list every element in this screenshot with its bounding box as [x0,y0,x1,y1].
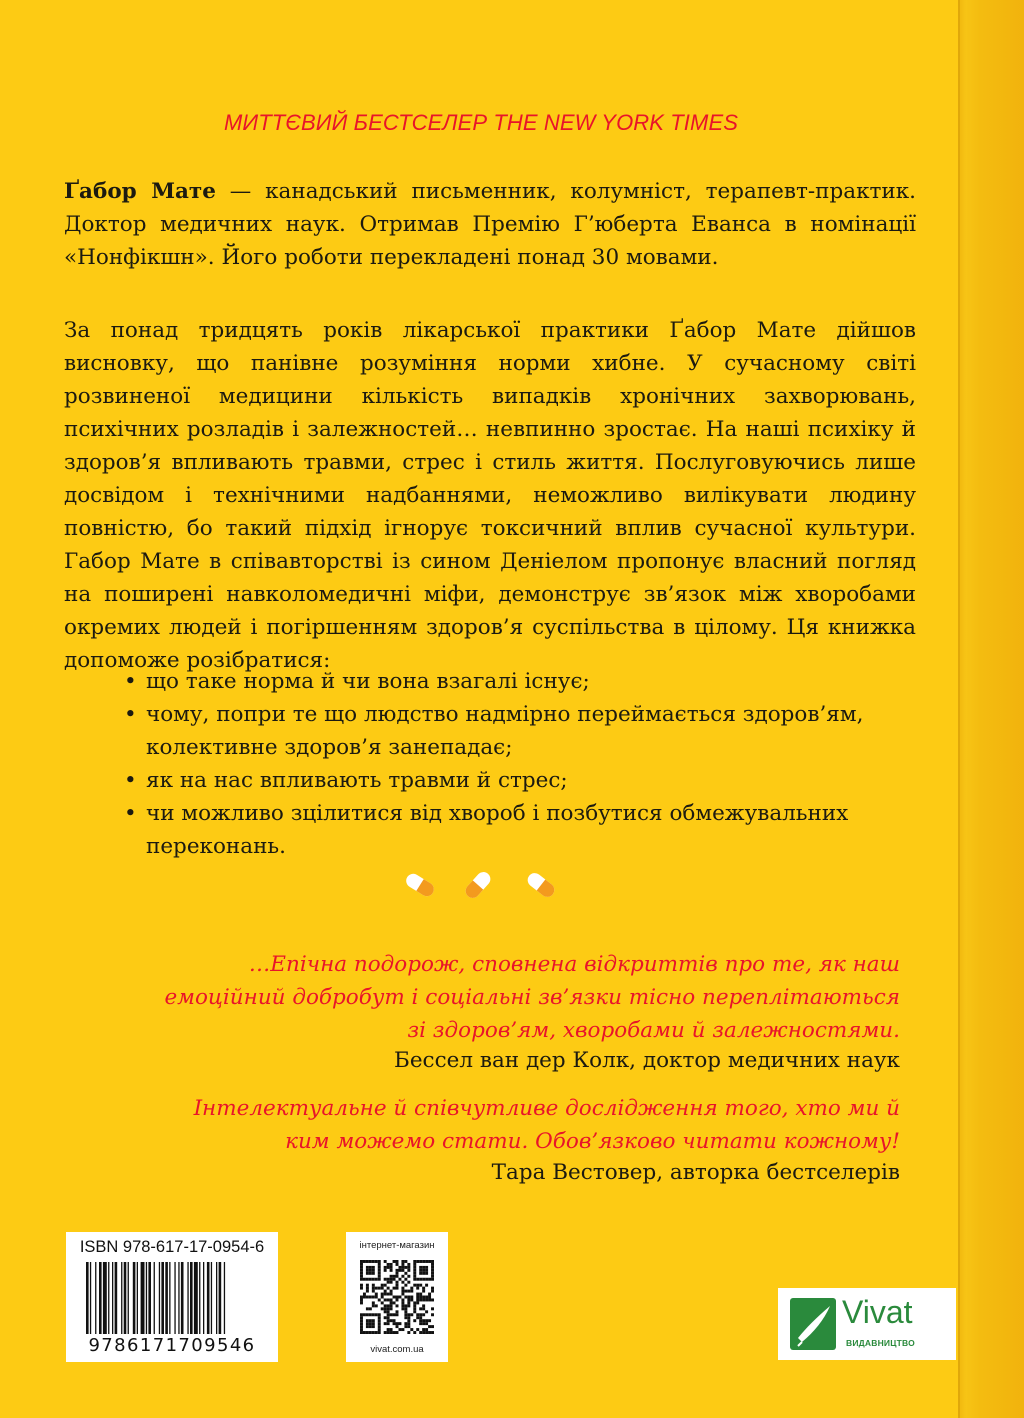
pill-icon [525,870,557,900]
review-quote-1: …Епічна подорож, сповнена відкриттів про те, як наш емоційний добробут і соціальні зв’язки тісно переплітаються зі здоров’ям, хворобами й залежностями. [164,952,900,1043]
review-quote-2: Інтелектуальне й співчутливе дослідження того, хто ми й ким можемо стати. Обов’язково читати кожному! [193,1096,900,1154]
publisher-subtitle: ВИДАВНИЦТВО [846,1338,915,1348]
pills-divider-icon [396,860,576,910]
isbn-label: ISBN 978-617-17-0954-6 [79,1238,265,1256]
pill-icon [463,869,493,901]
barcode-icon [86,1262,258,1334]
qr-bottom-label: vivat.com.ua [370,1344,424,1355]
publisher-name: Vivat [842,1294,913,1330]
author-bio [64,175,916,274]
vivat-logo-icon [790,1298,836,1350]
review-author-1: Бессел ван дер Колк, доктор медичних наук [394,1048,900,1073]
publisher-logo [778,1288,956,1360]
author-name: Ґабор Мате [64,179,216,204]
review-author-2: Тара Вестовер, авторка бестселерів [491,1160,900,1185]
author-bio-text: — канадський письменник, колумніст, терапевт-практик. Доктор медичних наук. Отримав Премію Г’юберта Еванса в номінації «Нонфікшн». Його роботи перекладені понад 30 мовами. [64,179,916,270]
list-item: • чому, попри те що людство надмірно переймається здоров’ям, колективне здоров’я занепадає; [124,702,864,760]
list-item: • як на нас впливають травми й стрес; [124,768,568,793]
book-description: За понад тридцять років лікарської практики Ґабор Мате дійшов висновку, що панівне розуміння норми хибне. У сучасному світі розвиненої медицини кількість випадків хронічних захворювань, психічних розладів і залежностей… невпинно зростає. На наші психіку й здоров’я впливають травми, стрес і стиль життя. Послуговуючись лише досвідом і технічними надбаннями, неможливо вилікувати людину повністю, бо такий підхід ігнорує токсичний вплив сучасної культури. Габор Мате в співавторстві із сином Деніелом пропонує власний погляд на поширені навколомедичні міфи, демонструє зв’язок між хворобами окремих людей і погіршенням здоров’я суспільства в цілому. Ця книжка допоможе розібратися: [64,318,916,673]
pill-icon [404,871,437,899]
qr-code-icon[interactable] [360,1260,434,1334]
qr-top-label: інтернет-магазин [359,1240,435,1251]
barcode-digits: 9786171709546 [88,1335,256,1356]
list-item: • що таке норма й чи вона взагалі існує; [124,669,590,694]
list-item: • чи можливо зцілитися від хвороб і позбутися обмежувальних переконань. [124,801,849,859]
shop-qr-code [346,1232,448,1362]
isbn-barcode [66,1232,278,1362]
topics-list [124,665,916,863]
book-spine [960,0,1024,1418]
bestseller-tagline: МИТТЄВИЙ БЕСТСЕЛЕР THE NEW YORK TIMES [224,110,738,135]
